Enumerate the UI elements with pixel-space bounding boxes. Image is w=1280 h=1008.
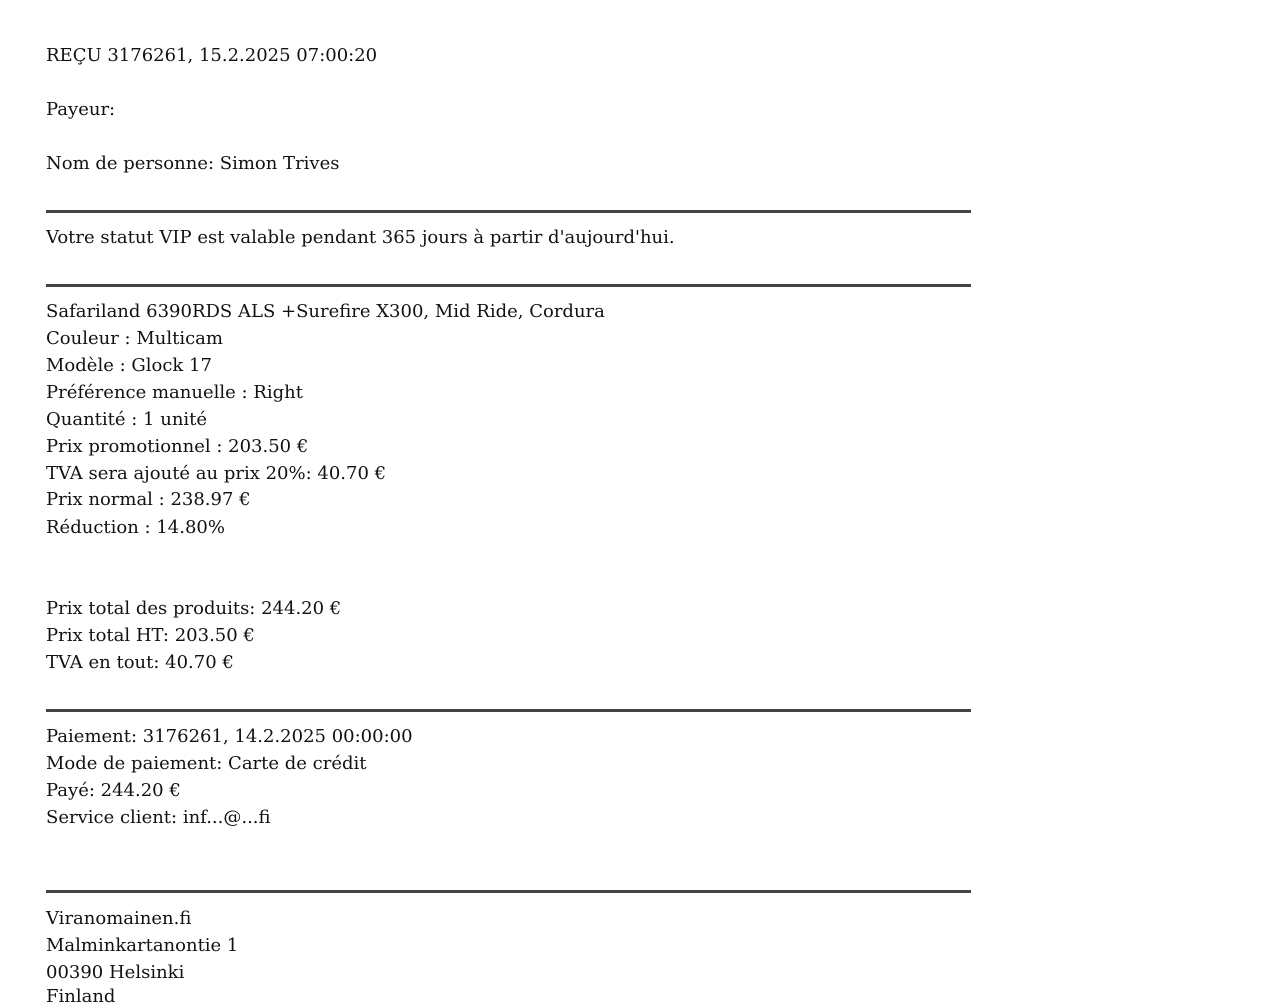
divider — [46, 284, 971, 287]
vat-total: TVA en tout: 40.70 € — [46, 652, 234, 673]
product-hand-preference: Préférence manuelle : Right — [46, 382, 303, 403]
payer-label: Payeur: — [46, 99, 116, 120]
divider — [46, 709, 971, 712]
payment-method: Mode de paiement: Carte de crédit — [46, 753, 367, 774]
address-street: Malminkartanontie 1 — [46, 935, 239, 956]
products-total: Prix total des produits: 244.20 € — [46, 598, 342, 619]
product-promo-price: Prix promotionnel : 203.50 € — [46, 436, 309, 457]
product-discount: Réduction : 14.80% — [46, 517, 225, 538]
vip-notice: Votre statut VIP est valable pendant 365 jours à partir d'aujourd'hui. — [46, 227, 675, 248]
product-model: Modèle : Glock 17 — [46, 355, 212, 376]
address-city: 00390 Helsinki — [46, 962, 185, 983]
product-vat: TVA sera ajouté au prix 20%: 40.70 € — [46, 463, 387, 484]
receipt-header: REÇU 3176261, 15.2.2025 07:00:20 — [46, 45, 378, 66]
product-name: Safariland 6390RDS ALS +Surefire X300, Mid Ride, Cordura — [46, 301, 605, 322]
address-country: Finland — [46, 986, 116, 1007]
product-normal-price: Prix normal : 238.97 € — [46, 489, 251, 510]
product-color: Couleur : Multicam — [46, 328, 223, 349]
person-name: Nom de personne: Simon Trives — [46, 153, 340, 174]
product-quantity: Quantité : 1 unité — [46, 409, 208, 430]
customer-service: Service client: inf...@...fi — [46, 807, 271, 828]
address-company: Viranomainen.fi — [46, 908, 192, 929]
divider — [46, 210, 971, 213]
payment-paid: Payé: 244.20 € — [46, 780, 181, 801]
divider — [46, 890, 971, 893]
total-ht: Prix total HT: 203.50 € — [46, 625, 255, 646]
payment-line: Paiement: 3176261, 14.2.2025 00:00:00 — [46, 726, 413, 747]
